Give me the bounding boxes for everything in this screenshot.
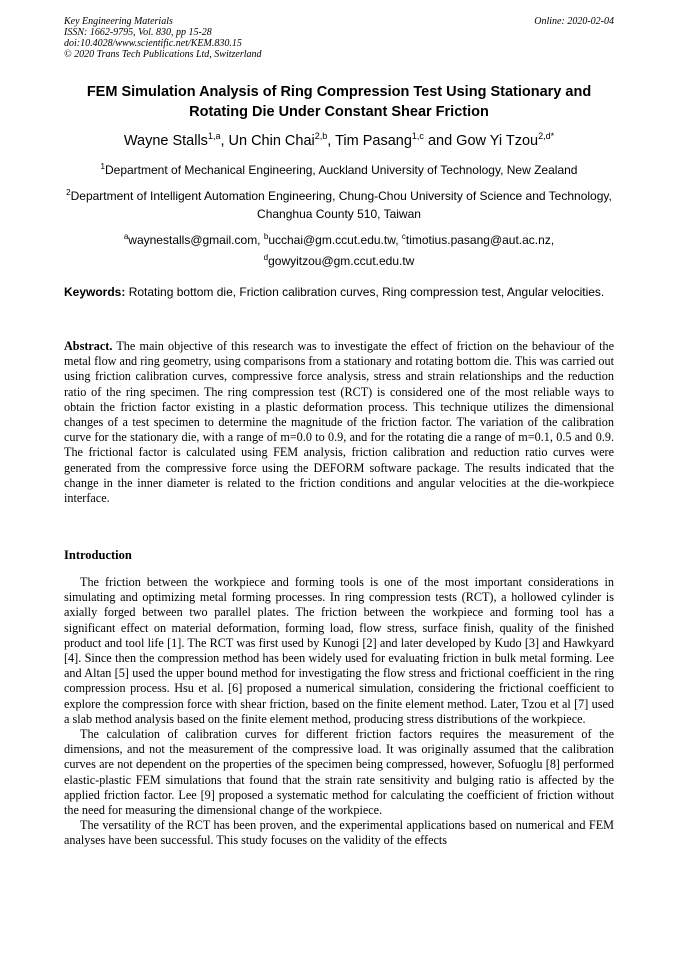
author-sep: , [327,132,336,149]
author-list [64,127,614,150]
abstract-block [64,339,614,506]
introduction-body [64,575,614,849]
affiliation-sup: 2 [66,188,71,197]
author-sup: 2,d* [538,131,555,141]
section-heading: Introduction [64,548,132,562]
affiliation-text: Department of Intelligent Automation Engineering, Chung-Chou University of Science and Technology, Changhua County 510, Taiwan [70,189,612,221]
author-name: Gow Yi Tzou [456,132,539,149]
author-sep: and [423,132,457,149]
doi-line: doi:10.4028/www.scientific.net/KEM.830.15 [64,38,242,49]
affiliation-2 [64,184,614,223]
online-date: Online: 2020-02-04 [534,16,614,27]
paragraph: The friction between the workpiece and forming tools is one of the most important considerations in simulating and optimizing metal forming processes. In ring compression tests (RCT), a hollowed cylinder is axially forged between two parallel plates. The friction between the workpiece and forming tool has a significant effect on material deformation, forming load, flow stress, surface finish, quality of the finished product and tool life [1]. The RCT was first used by Kunogi [2] and later developed by Kudo [3] and Hawkyard [4]. Since then the compression method has been widely used for evaluating friction in bulk metal forming. Lee and Altan [5] used the upper bound method for investigating the flow stress and frictional coefficient in the ring compression process. Hsu et al. [6] proposed a numerical simulation, considering the frictional coefficient to explore the compression force with shear friction, based on the finite element method. Later, Tzou et al [7] used a slab method analysis based on the finite element method, producing stress distributions of the workpiece. [64,575,614,726]
paper-title: FEM Simulation Analysis of Ring Compression Test Using Stationary and Rotating Die Under Constant Shear Friction [86,84,592,120]
email-link[interactable]: waynestalls@gmail.com, [128,233,264,247]
copyright-line: © 2020 Trans Tech Publications Ltd, Switzerland [64,49,262,60]
author-sep: , [220,132,229,149]
email-link[interactable]: ucchai@gm.ccut.edu.tw, [268,233,402,247]
affiliation-sup: 1 [100,162,105,171]
journal-name: Key Engineering Materials [64,16,173,27]
issn-line: ISSN: 1662-9795, Vol. 830, pp 15-28 [64,27,212,38]
author-name: Tim Pasang [335,132,412,149]
email-sup: b [263,232,269,241]
author-sup: 2,b [314,131,328,141]
affiliation-1 [64,158,614,179]
author-name: Wayne Stalls [123,132,208,149]
keywords-text: Rotating bottom die, Friction calibration curves, Ring compression test, Angular velocities. [125,285,605,299]
journal-header [64,16,262,60]
keywords-label: Keywords: [64,285,126,299]
email-sup: a [123,232,129,241]
author-name: Un Chin Chai [228,132,315,149]
keywords-block [64,283,614,301]
email-link[interactable]: timotius.pasang@aut.ac.nz, [405,233,555,247]
email-sup: c [401,232,406,241]
paragraph: The versatility of the RCT has been proven, and the experimental applications based on numerical and FEM analyses have been successful. This study focuses on the validity of the effects [64,818,614,848]
author-emails [64,228,614,270]
author-sup: 1,a [207,131,221,141]
affiliation-text: Department of Mechanical Engineering, Auckland University of Technology, New Zealand [104,163,578,177]
email-sup: d [263,253,269,262]
abstract-label: Abstract. [64,339,113,353]
abstract-text: The main objective of this research was to investigate the effect of friction on the behaviour of the metal flow and ring geometry, using comparisons from a stationary and rotating bottom die. This was carried out using friction calibration curves, compressive force analysis, stress and strain relationships and the reduction ratio of the ring specimen. The ring compression test (RCT) is considered one of the most reliable ways to obtain the friction factor existing in a plastic deformation process. This technique utilizes the dimensional changes of a test specimen to determine the magnitude of the friction factor. The variation of the calibration curve for the stationary die, with a range of m=0.0 to 0.9, and for the rotating die a range of m=0.1, 0.5 and 0.9. The frictional factor is calculated using FEM analysis, friction calibration and reduction ratio curves were generated from the compressive force using the DEFORM software package. The results indicated that the change in the inner diameter is related to the friction conditions and angular velocities at the die-workpiece interface. [64,339,614,506]
paragraph: The calculation of calibration curves for different friction factors requires the measurement of the dimensions, and not the measurement of the compressive load. It was originally assumed that the calibration curves are not dependent on the properties of the specimen being compressed, however, Sofuoglu [8] performed elastic-plastic FEM simulations that found that the strain rate sensitivity and bulging ratio is affected by the applied friction factor. Lee [9] proposed a systematic method for calculating the coefficient of friction without the need for measuring the dimensional change of the workpiece. [64,727,614,818]
email-link[interactable]: gowyitzou@gm.ccut.edu.tw [268,254,415,268]
author-sup: 1,c [411,131,424,141]
